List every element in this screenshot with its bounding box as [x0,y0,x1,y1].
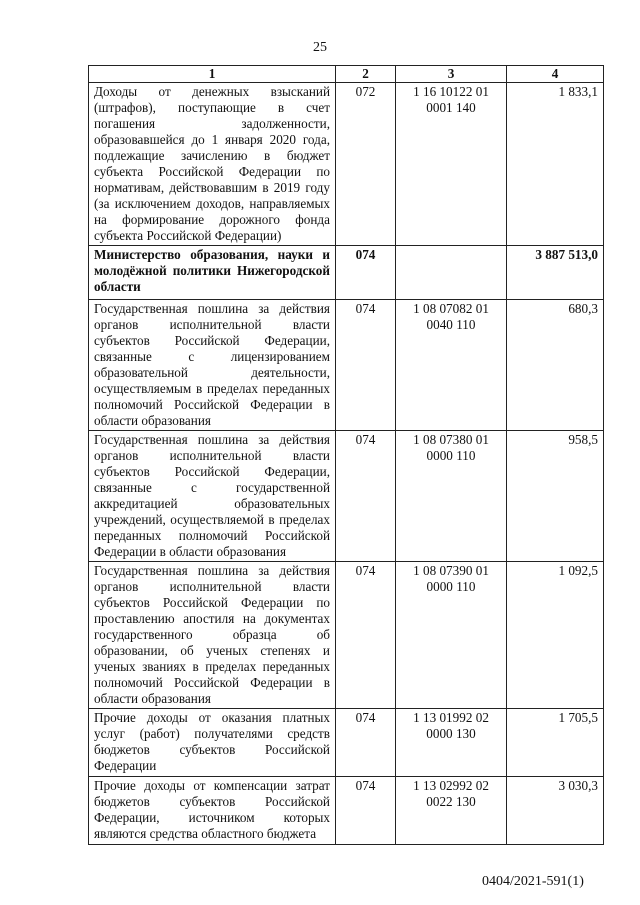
row-admin-code: 074 [336,246,396,300]
column-header-2: 2 [336,66,396,83]
column-header-3: 3 [396,66,507,83]
column-header-1: 1 [89,66,336,83]
row-amount: 1 833,1 [507,83,604,246]
revenue-table [88,65,604,845]
row-description: Прочие доходы от компенсации затрат бюджетов субъектов Российской Федерации, источником которых являются средства областного бюджета [89,777,336,845]
table-row [89,83,604,246]
row-budget-code: 1 08 07082 01 0040 110 [396,300,507,431]
row-budget-code [396,246,507,300]
table-header-row [89,66,604,83]
row-amount: 1 705,5 [507,709,604,777]
row-description: Государственная пошлина за действия органов исполнительной власти субъектов Российской Федерации по проставлению апостиля на документах государственного образца об образовании, об ученых степенях и ученых званиях в пределах переданных полномочий Российской Федерации в области образования [89,562,336,709]
row-admin-code: 074 [336,777,396,845]
table-row [89,431,604,562]
page-number: 25 [313,40,327,55]
row-admin-code: 072 [336,83,396,246]
row-description: Министерство образования, науки и молодёжной политики Нижегородской области [89,246,336,300]
table-row [89,709,604,777]
row-admin-code: 074 [336,431,396,562]
row-budget-code: 1 13 01992 02 0000 130 [396,709,507,777]
row-description: Государственная пошлина за действия органов исполнительной власти субъектов Российской Федерации, связанные с государственной аккредитацией образовательных учреждений, осуществляемой в пределах переданных полномочий Российской Федерации в области образования [89,431,336,562]
row-amount: 958,5 [507,431,604,562]
row-budget-code: 1 16 10122 01 0001 140 [396,83,507,246]
row-description: Государственная пошлина за действия органов исполнительной власти субъектов Российской Федерации, связанные с лицензированием образовательной деятельности, осуществляемым в пределах переданных полномочий Российской Федерации в области образования [89,300,336,431]
row-description: Доходы от денежных взысканий (штрафов), поступающие в счет погашения задолженности, образовавшейся до 1 января 2020 года, подлежащие зачислению в бюджет субъекта Российской Федерации по нормативам, действовавшим в 2019 году (за исключением доходов, направляемых на формирование дорожного фонда субъекта Российской Федерации) [89,83,336,246]
row-budget-code: 1 13 02992 02 0022 130 [396,777,507,845]
document-number: 0404/2021-591(1) [482,874,584,889]
row-admin-code: 074 [336,562,396,709]
table-row [89,562,604,709]
table-row [89,300,604,431]
row-amount: 680,3 [507,300,604,431]
row-budget-code: 1 08 07380 01 0000 110 [396,431,507,562]
column-header-4: 4 [507,66,604,83]
row-admin-code: 074 [336,709,396,777]
row-amount: 3 887 513,0 [507,246,604,300]
table-row [89,246,604,300]
row-amount: 3 030,3 [507,777,604,845]
row-admin-code: 074 [336,300,396,431]
table-row [89,777,604,845]
row-amount: 1 092,5 [507,562,604,709]
row-description: Прочие доходы от оказания платных услуг (работ) получателями средств бюджетов субъектов Российской Федерации [89,709,336,777]
row-budget-code: 1 08 07390 01 0000 110 [396,562,507,709]
